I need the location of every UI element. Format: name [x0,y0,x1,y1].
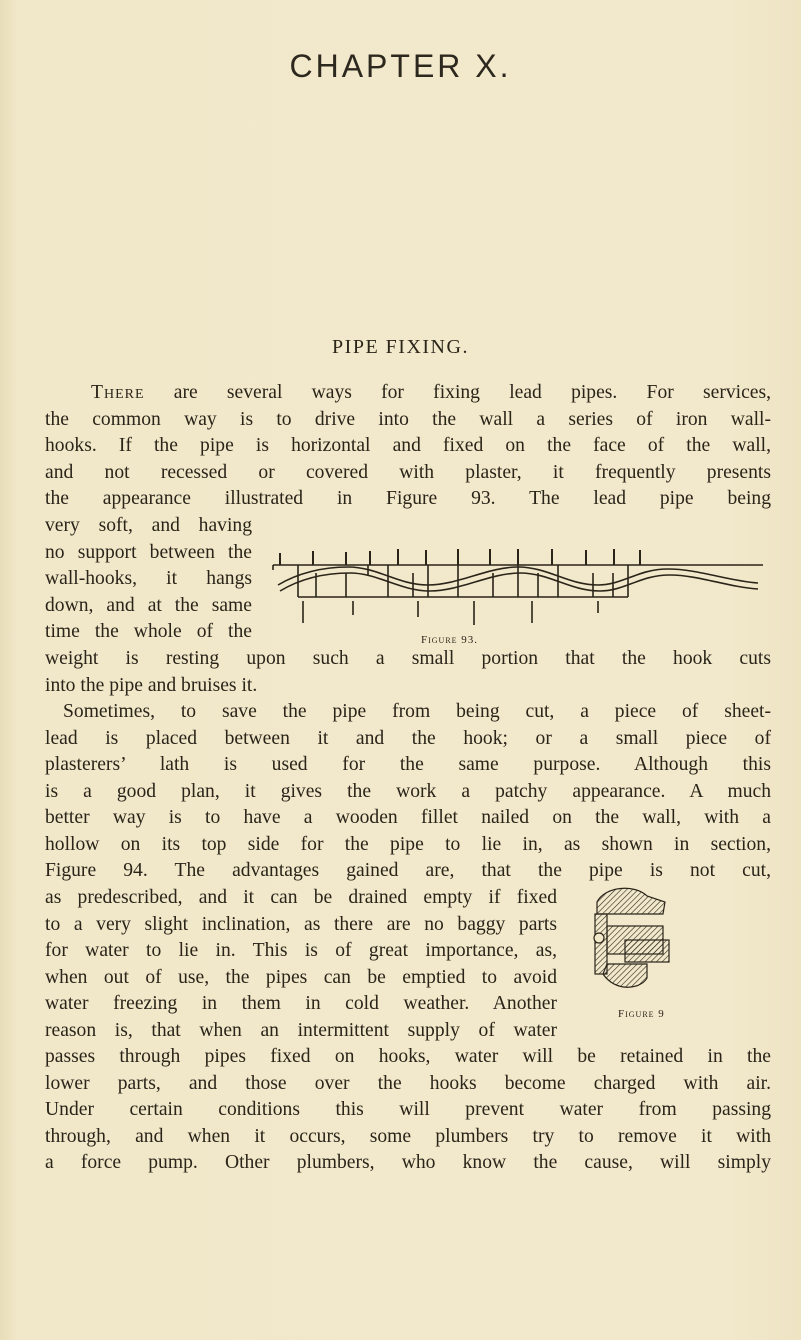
figure-93-caption: Figure 93. [421,634,479,646]
paragraph-line [45,380,771,407]
paragraph-line: the appearance illustrated in Figure 93. The lead pipe being [45,488,771,509]
paragraph-line: reason is, that when an intermittent supply of water [45,1019,557,1041]
paragraph-line: water freezing in them in cold weather. Another [45,993,557,1014]
paragraph-line: plasterers’ lath is used for the same purpose. Although this [45,754,771,775]
paragraph-line: a force pump. Other plumbers, who know the cause, will simply [45,1152,771,1173]
paragraph-line: wall-hooks, it hangs [45,568,252,589]
paragraph-line: through, and when it occurs, some plumbers try to remove it with [45,1125,771,1147]
paragraph-line: very soft, and having [45,515,252,536]
paragraph-line: passes through pipes fixed on hooks, water will be retained in the [45,1046,771,1067]
line-text: are several ways for fixing lead pipes. For services, [173,382,771,403]
figure-94-caption: Figure 9 [618,1008,665,1020]
figure-93-illustration [268,535,768,635]
drop-word: There [91,382,145,403]
paragraph-1-tail [45,646,771,699]
paragraph-line: weight is resting upon such a small portion that the hook cuts [45,648,771,669]
paragraph-line: no support between the [45,541,252,563]
chapter-title: CHAPTER X. [289,48,512,84]
paragraph-line: to a very slight inclination, as there are no baggy parts [45,913,557,935]
paragraph-line: lead is placed between it and the hook; or a small piece of [45,727,771,749]
paragraph-line: is a good plan, it gives the work a patchy appearance. A much [45,780,771,802]
paragraph-line: and not recessed or covered with plaster, it frequently presents [45,461,771,483]
paragraph-line: Figure 94. The advantages gained are, that the pipe is not cut, [45,860,771,881]
paragraph-line: into the pipe and bruises it. [45,674,258,696]
paragraph-line: down, and at the same [45,594,252,616]
paragraph-1 [45,380,771,513]
paragraph-line: for water to lie in. This is of great importance, as, [45,940,557,961]
paragraph-line: as predescribed, and it can be drained empty if fixed [45,887,557,908]
paragraph-2 [45,699,771,885]
paragraph-line: Sometimes, to save the pipe from being cut, a piece of sheet- [63,701,771,722]
paragraph-line: when out of use, the pipes can be emptied to avoid [45,966,557,988]
paragraph-line: lower parts, and those over the hooks become charged with air. [45,1072,771,1094]
paragraph-line: time the whole of the [45,621,252,642]
paragraph-line: the common way is to drive into the wall a series of iron wall- [45,408,771,430]
paragraph-2-tail [45,1044,771,1177]
paragraph-line: hollow on its top side for the pipe to lie in, as shown in section, [45,833,771,855]
paragraph-line: hooks. If the pipe is horizontal and fixed on the face of the wall, [45,435,771,456]
paragraph-line: Under certain conditions this will prevent water from passing [45,1099,771,1120]
paragraph-line: better way is to have a wooden fillet nailed on the wall, with a [45,807,771,828]
figure-94-illustration [585,880,675,1000]
section-title: PIPE FIXING. [332,336,469,358]
paragraph-1-wrap [45,513,252,646]
paragraph-2-wrap [45,885,557,1044]
